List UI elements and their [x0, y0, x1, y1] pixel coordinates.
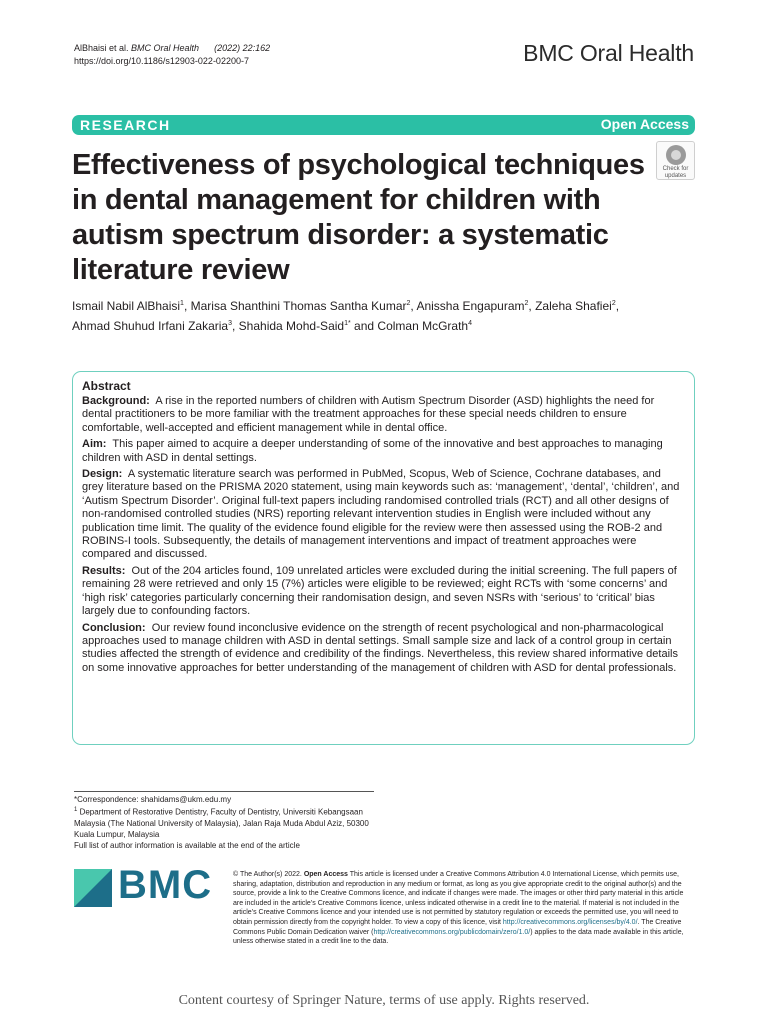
- author-separator: ,: [615, 299, 620, 313]
- author-separator: ,: [410, 299, 417, 313]
- author-name: Anissha Engapuram: [416, 299, 525, 313]
- license-body: . The Creative Commons Public Domain Dedication waiver (: [233, 918, 682, 936]
- citation-year-volume: (2022) 22:162: [214, 43, 271, 53]
- abstract-section-label: Background:: [82, 395, 150, 407]
- license-open-access: Open Access: [303, 871, 348, 878]
- footnote-divider: [74, 791, 374, 792]
- bmc-logo-text: BMC: [118, 863, 213, 907]
- courtesy-footer: Content courtesy of Springer Nature, terms of use apply. Rights reserved.: [178, 993, 590, 1008]
- abstract-section-text: Our review found inconclusive evidence on the strength of recent psychological and non-pharmacological approaches used to manage children with ASD in dental settings. Small sample size and lack of a control group in certain studies affected the strength of evidence and credibility of the findings. Nevertheless, this review shared informative details on some innovative approaches for better understanding of the management of children with ASD for dental professionals.: [82, 621, 678, 674]
- abstract-section-text: A rise in the reported numbers of children with Autism Spectrum Disorder (ASD) highlights the need for dental practitioners to be more familiar with the treatment approaches for these special needs children to ensure comfortable, well-accepted and efficient management while in dental office.: [82, 395, 655, 434]
- author-affiliation: 4: [468, 320, 473, 327]
- license-text: [233, 870, 695, 947]
- abstract-section-text: A systematic literature search was performed in PubMed, Scopus, Web of Science, Cochrane databases, and grey literature based on the PRISMA 2020 statement, using main keywords such as: ‘management’, ‘dental’, ‘children’, and ‘Autism Spectrum Disorder’. Original full-text papers including randomised controlled trials (RCT) and all other designs of non-randomised controlled studies (NRS) reporting relevant intervention studies in English were included without any publication time limit. The quality of the evidence found eligible for the review were then assessed using the ROB-2 and ROBINS-I tools. Subsequently, the details of management interventions and impact of treatment approaches were compared and discussed.: [82, 468, 680, 561]
- author-name: Ahmad Shuhud Irfani Zakaria: [72, 319, 229, 333]
- author-separator: ,: [528, 299, 536, 313]
- license-link[interactable]: http://creativecommons.org/licenses/by/4.0/: [502, 918, 638, 926]
- abstract-section-label: Aim:: [82, 438, 107, 451]
- affiliation-text: Department of Restorative Dentistry, Faculty of Dentistry, Universiti Kebangsaan Malaysia (The National University of Malaysia), Jalan Raja Muda Abdul Aziz, 50300 Kuala Lumpur, Malaysia: [74, 807, 369, 839]
- author-affiliation: 2: [406, 300, 411, 307]
- check-for-updates-line2: updates: [664, 173, 687, 179]
- author-separator: and: [350, 319, 378, 333]
- abstract-section-text: This paper aimed to acquire a deeper understanding of some of the innovative and best approaches to managing children with ASD in dental settings.: [82, 438, 663, 464]
- abstract-section-text: Out of the 204 articles found, 109 unrelated articles were excluded during the initial screening. The full papers of remaining 28 were retrieved and only 15 (7%) articles were eligible to be reviewed; eight RCTs with ‘some concerns’ and ‘high risk’ categories particularly concerning their randomisation design, and seven NSRs with ‘serious’ to ‘critical’ bias largely due to confounding factors.: [82, 564, 677, 618]
- abstract-design: [82, 468, 685, 562]
- article-title: Effectiveness of psychological techniques in dental management for children with autism spectrum disorder: a systematic literature review: [72, 149, 645, 286]
- author-list: [72, 296, 702, 336]
- author-name: Shahida Mohd-Said: [238, 319, 345, 333]
- author-affiliation: 2: [524, 300, 529, 307]
- doi-link[interactable]: https://doi.org/10.1186/s12903-022-02200-7: [74, 56, 249, 66]
- journal-name: BMC Oral Health: [523, 40, 694, 66]
- cc0-link[interactable]: http://creativecommons.org/publicdomain/zero/1.0/: [373, 928, 531, 936]
- check-for-updates-icon: [666, 145, 686, 165]
- license-prefix: © The Author(s) 2022.: [233, 871, 302, 878]
- author-name: Zaleha Shafiei: [535, 299, 612, 313]
- abstract-conclusion: [82, 622, 685, 676]
- author-name: Marisa Shanthini Thomas Santha Kumar: [190, 299, 407, 313]
- footnotes: [74, 791, 374, 851]
- author-affiliation: 1*: [344, 320, 351, 327]
- abstract-heading: Abstract: [82, 379, 131, 393]
- author-separator: ,: [183, 299, 191, 313]
- author-name: Ismail Nabil AlBhaisi: [72, 299, 181, 313]
- correspondence: *Correspondence: shahidams@ukm.edu.my: [74, 795, 232, 804]
- abstract-section-label: Conclusion:: [82, 621, 146, 634]
- author-affiliation: 1: [180, 300, 184, 307]
- author-affiliation: 2: [611, 300, 616, 307]
- abstract-background: [82, 395, 685, 435]
- abstract-box: [72, 371, 695, 745]
- affiliation: [74, 805, 374, 840]
- bmc-logo: [74, 863, 219, 914]
- citation-line: [74, 42, 270, 55]
- author-info-note: Full list of author information is available at the end of the article: [74, 840, 300, 850]
- open-access-label: Open Access: [600, 116, 689, 132]
- check-for-updates-button[interactable]: [656, 141, 695, 180]
- license-body: ) applies to the data made available in this article, unless otherwise stated in a credit line to the data.: [233, 928, 684, 946]
- abstract-section-label: Design:: [82, 468, 123, 481]
- check-for-updates-line1: Check for: [662, 166, 689, 172]
- license-body: This article is licensed under a Creative Commons Attribution 4.0 International License, which permits use, sharing, adaptation, distribution and reproduction in any medium or format, as long as you give appropriate credit to the original author(s) and the source, provide a link to the Creative Commons licence, and indicate if changes were made. The images or other third party material in this article are included in the article’s Creative Commons licence, unless indicated otherwise in a credit line to the material. If material is not included in the article’s Creative Commons licence and your intended use is not permitted by statutory regulation or exceeds the permitted use, you will need to obtain permission directly from the copyright holder. To view a copy of this licence, visit: [233, 871, 684, 926]
- citation-journal: BMC Oral Health: [131, 43, 200, 53]
- citation-block: [74, 42, 270, 68]
- abstract-section-label: Results:: [82, 564, 126, 577]
- citation-authors: AlBhaisi et al.: [74, 43, 129, 53]
- section-banner: [72, 115, 695, 135]
- affiliation-number: 1: [74, 807, 78, 813]
- author-separator: ,: [232, 319, 239, 333]
- bmc-logo-mark-icon: [74, 869, 112, 907]
- abstract-aim: [82, 438, 685, 465]
- section-tag: RESEARCH: [80, 117, 171, 133]
- abstract-results: [82, 565, 685, 619]
- author-affiliation: 3: [228, 320, 232, 327]
- author-name: Colman McGrath: [377, 319, 469, 333]
